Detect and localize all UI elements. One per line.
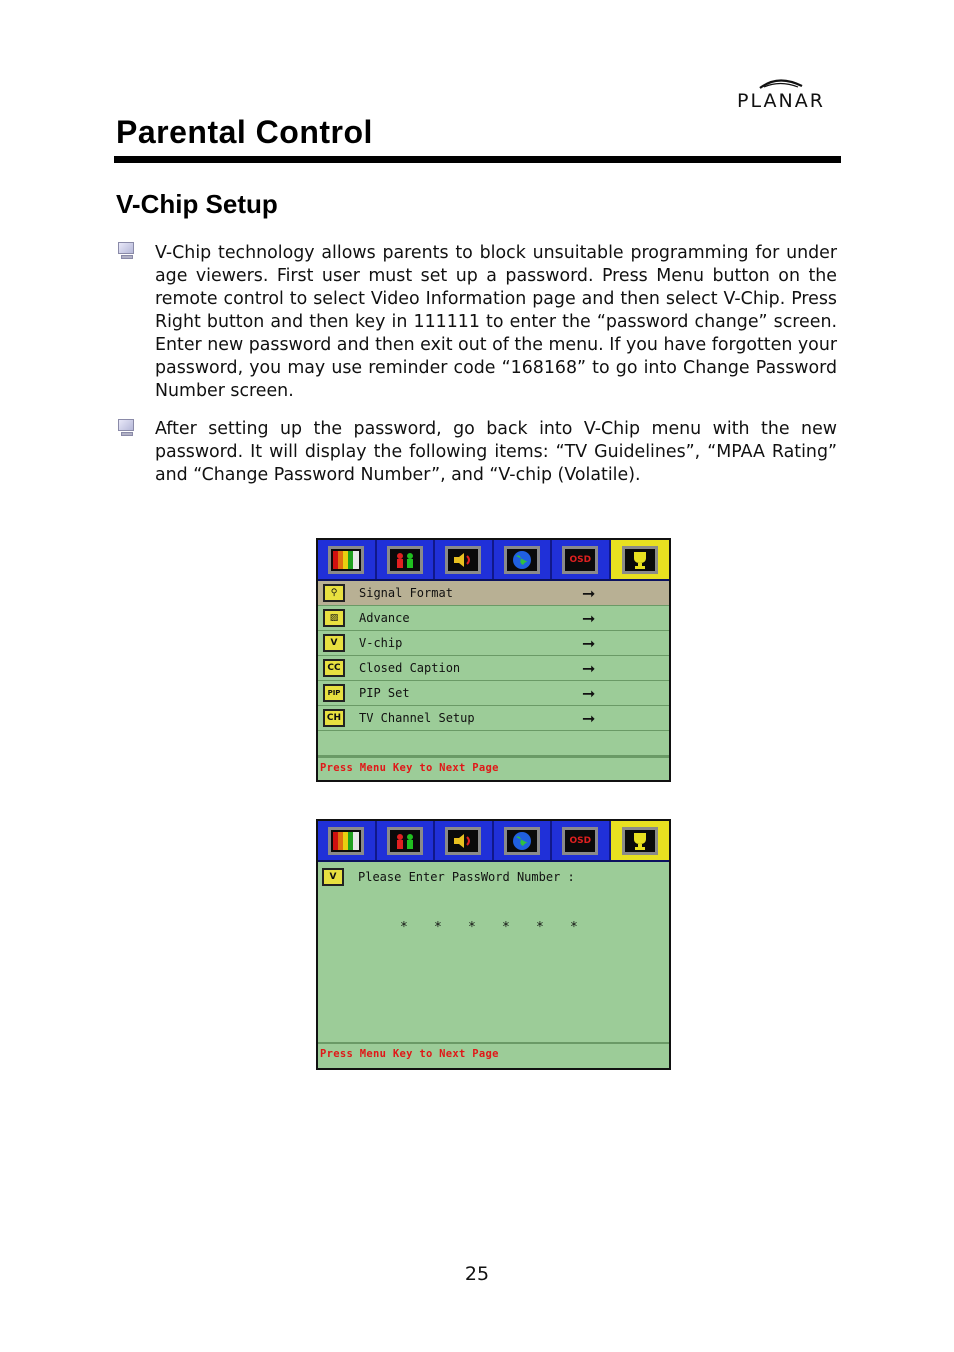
osd-tab-osd	[552, 540, 611, 579]
osd-icon: OSD	[562, 546, 598, 574]
osd-footer-hint: Press Menu Key to Next Page	[318, 1042, 669, 1064]
osd-item-label: TV Channel Setup	[359, 711, 475, 725]
paragraph-vchip-intro: V-Chip technology allows parents to block unsuitable programming for under age viewers. First user must set up a password. Press Menu button on the remote control to select Video Information page and then select V-Chip. Press Right button and then key in 111111 to enter the “password change” screen. Enter new password and then exit out of the menu. If you have forgotten your password, you may use reminder code “168168” to go into Change Password Number screen.	[155, 243, 837, 401]
logo-arc-icon	[758, 76, 804, 90]
osd-item-label: Signal Format	[359, 586, 453, 600]
vchip-icon: V	[323, 634, 345, 652]
osd-tab-people	[377, 540, 436, 579]
right-arrow-icon: ➞	[582, 584, 596, 603]
osd-menu-item-pip-set	[318, 681, 669, 706]
password-entry-panel	[318, 862, 669, 1042]
right-arrow-icon: ➞	[582, 609, 596, 628]
osd-menu-item-closed-caption	[318, 656, 669, 681]
osd-tab-audio	[435, 821, 494, 860]
osd-menu-item-tv-channel-setup	[318, 706, 669, 731]
closed-caption-icon: CC	[323, 659, 345, 677]
osd-menu-screenshot	[316, 538, 671, 782]
brand-name: PLANAR	[737, 90, 825, 112]
channel-icon: CH	[323, 709, 345, 727]
osd-item-label: V-chip	[359, 636, 403, 650]
osd-password-screenshot	[316, 819, 671, 1070]
page-title: Parental Control	[116, 114, 373, 150]
osd-tab-settings-active	[611, 540, 670, 579]
people-icon	[387, 546, 423, 574]
right-arrow-icon: ➞	[582, 634, 596, 653]
osd-icon: OSD	[562, 827, 598, 855]
osd-item-label: PIP Set	[359, 686, 410, 700]
osd-tab-globe	[494, 540, 553, 579]
people-icon	[387, 827, 423, 855]
password-masked-digits	[400, 920, 604, 935]
osd-tab-audio	[435, 540, 494, 579]
monitor-bullet-icon	[116, 418, 138, 438]
advance-icon: ▨	[323, 609, 345, 627]
osd-tab-settings-active	[611, 821, 670, 860]
signal-icon: ⚲	[323, 584, 345, 602]
pip-icon: PIP	[323, 684, 345, 702]
trophy-icon	[622, 546, 658, 574]
masked-digit: *	[400, 920, 408, 935]
osd-tab-globe	[494, 821, 553, 860]
osd-tab-people	[377, 821, 436, 860]
globe-icon	[504, 546, 540, 574]
masked-digit: *	[434, 920, 442, 935]
page-number: 25	[464, 1263, 490, 1285]
osd-tab-picture	[318, 821, 377, 860]
osd-tab-osd	[552, 821, 611, 860]
masked-digit: *	[468, 920, 476, 935]
vchip-icon: V	[322, 868, 344, 886]
speaker-icon	[445, 546, 481, 574]
osd-footer-hint: Press Menu Key to Next Page	[318, 756, 669, 778]
osd-item-label: Advance	[359, 611, 410, 625]
osd-menu-item-signal-format	[318, 581, 669, 606]
brand-logo	[722, 76, 840, 116]
color-bars-icon	[328, 546, 364, 574]
password-prompt-label: Please Enter PassWord Number :	[358, 870, 575, 884]
color-bars-icon	[328, 827, 364, 855]
monitor-bullet-icon	[116, 241, 138, 261]
masked-digit: *	[570, 920, 578, 935]
osd-menu-empty-row	[318, 731, 669, 756]
password-prompt	[322, 868, 575, 886]
globe-icon	[504, 827, 540, 855]
right-arrow-icon: ➞	[582, 684, 596, 703]
osd-menu-item-vchip	[318, 631, 669, 656]
masked-digit: *	[502, 920, 510, 935]
paragraph-vchip-menu: After setting up the password, go back into V-Chip menu with the new password. It will display the following items: “TV Guidelines”, “MPAA Rating” and “Change Password Number”, and “V-chip (Volatile).	[155, 419, 837, 485]
masked-digit: *	[536, 920, 544, 935]
osd-item-label: Closed Caption	[359, 661, 461, 675]
right-arrow-icon: ➞	[582, 659, 596, 678]
title-divider	[114, 156, 841, 163]
osd-tab-picture	[318, 540, 377, 579]
trophy-icon	[622, 827, 658, 855]
osd-icon-bar	[318, 540, 669, 581]
osd-icon-bar	[318, 821, 669, 862]
section-title: V-Chip Setup	[116, 189, 278, 219]
right-arrow-icon: ➞	[582, 709, 596, 728]
speaker-icon	[445, 827, 481, 855]
osd-menu-item-advance	[318, 606, 669, 631]
